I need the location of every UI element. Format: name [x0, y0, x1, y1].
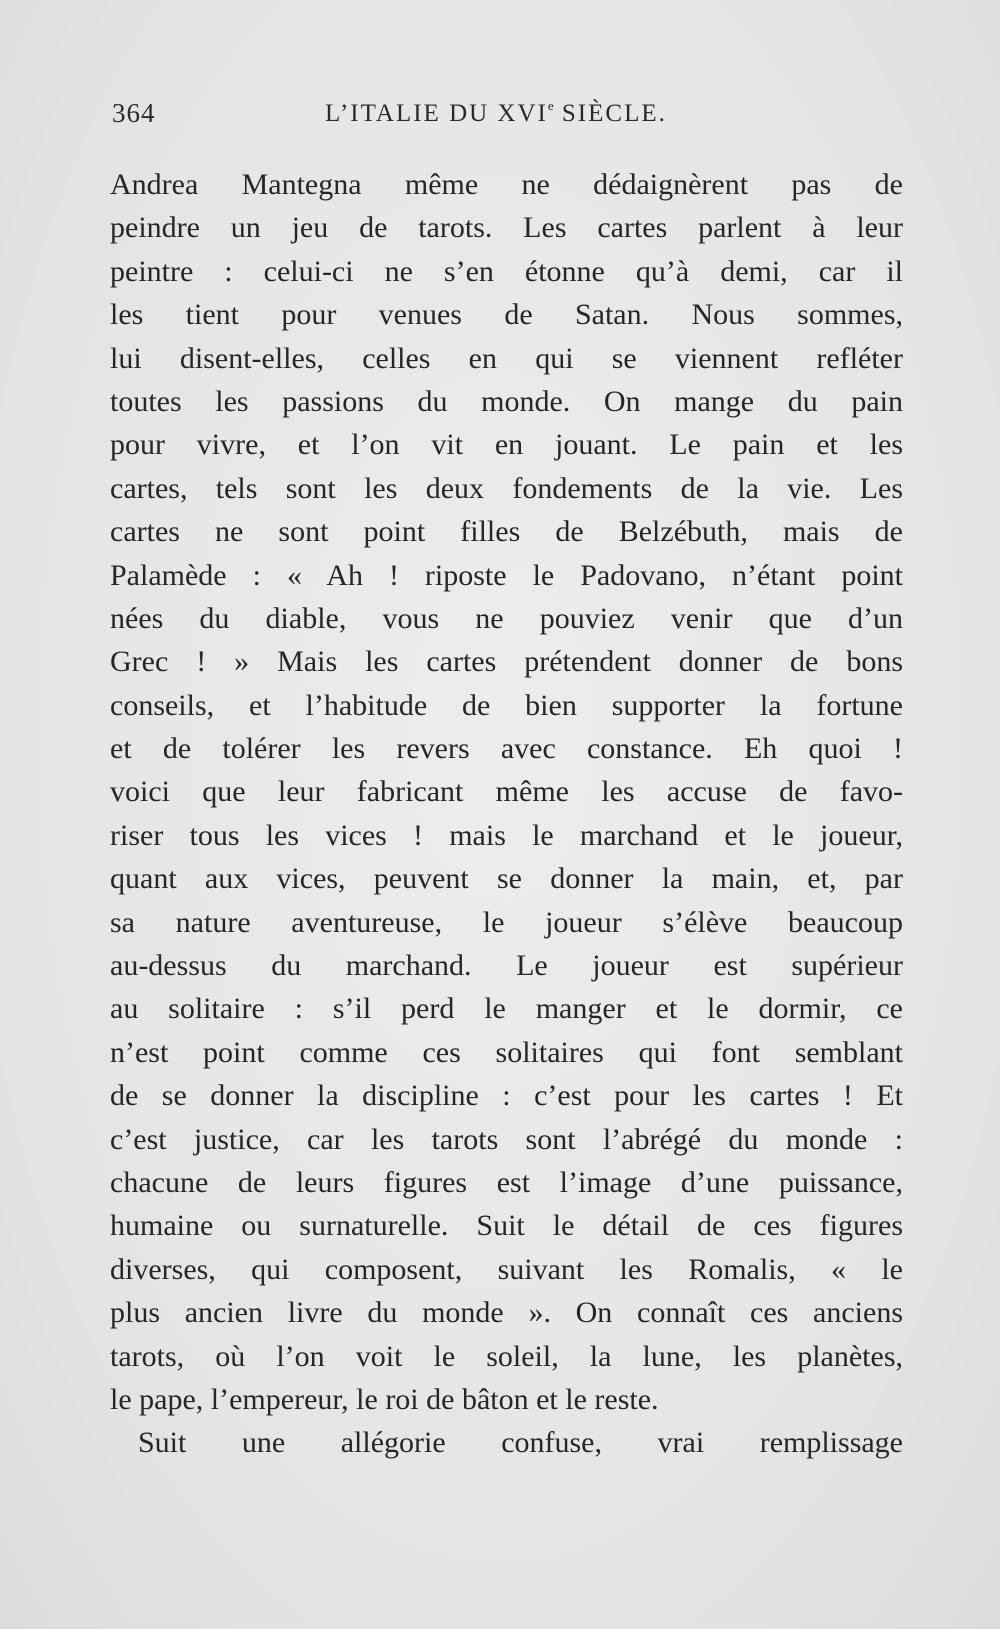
text-line: quant aux vices, peuvent se donner la main, et, par	[110, 862, 903, 896]
text-line: pour vivre, et l’on vit en jouant. Le pain et les	[110, 428, 903, 462]
text-line: les tient pour venues de Satan. Nous sommes,	[110, 298, 903, 332]
text-line: le pape, l’empereur, le roi de bâton et le reste.	[110, 1382, 659, 1416]
page-header	[112, 98, 902, 138]
text-line: nées du diable, vous ne pouviez venir que d’un	[110, 601, 903, 635]
text-line: lui disent-elles, celles en qui se viennent refléter	[110, 341, 903, 375]
text-line: au-dessus du marchand. Le joueur est supérieur	[110, 949, 903, 983]
running-title-superscript: e	[547, 98, 554, 113]
running-title-main: L’ITALIE DU XVI	[325, 100, 548, 127]
text-line: diverses, qui composent, suivant les Romalis, « le	[110, 1252, 903, 1286]
text-line: humaine ou surnaturelle. Suit le détail de ces figures	[110, 1209, 903, 1243]
running-title-end: SIÈCLE.	[553, 100, 667, 127]
text-line: c’est justice, car les tarots sont l’abrégé du monde :	[110, 1122, 903, 1156]
text-line: chacune de leurs figures est l’image d’une puissance,	[110, 1165, 903, 1199]
text-line: au solitaire : s’il perd le manger et le dormir, ce	[110, 992, 903, 1026]
page-number: 364	[112, 98, 156, 128]
body-text	[110, 163, 903, 1465]
text-line: cartes ne sont point filles de Belzébuth, mais de	[110, 515, 903, 549]
text-line: sa nature aventureuse, le joueur s’élève beaucoup	[110, 905, 903, 939]
text-line: peindre un jeu de tarots. Les cartes parlent à leur	[110, 211, 903, 245]
text-line: tarots, où l’on voit le soleil, la lune, les planètes,	[110, 1339, 903, 1373]
text-line: toutes les passions du monde. On mange du pain	[110, 384, 903, 418]
text-line: Palamède : « Ah ! riposte le Padovano, n’étant point	[110, 558, 903, 592]
text-line: voici que leur fabricant même les accuse de favo-	[110, 775, 903, 809]
running-title	[325, 98, 667, 128]
text-line: cartes, tels sont les deux fondements de la vie. Les	[110, 471, 903, 505]
text-line: n’est point comme ces solitaires qui font semblant	[110, 1035, 903, 1069]
text-line: Grec ! » Mais les cartes prétendent donner de bons	[110, 645, 903, 679]
text-line: riser tous les vices ! mais le marchand et le joueur,	[110, 818, 903, 852]
text-line: et de tolérer les revers avec constance. Eh quoi !	[110, 732, 903, 766]
text-line: de se donner la discipline : c’est pour les cartes ! Et	[110, 1079, 903, 1113]
text-line: peintre : celui-ci ne s’en étonne qu’à demi, car il	[110, 254, 903, 288]
text-line: Andrea Mantegna même ne dédaignèrent pas de	[110, 168, 903, 201]
text-line: Suit une allégorie confuse, vrai remplissage	[138, 1426, 903, 1460]
text-line: plus ancien livre du monde ». On connaît ces anciens	[110, 1296, 903, 1330]
text-line: conseils, et l’habitude de bien supporter la fortune	[110, 688, 903, 722]
